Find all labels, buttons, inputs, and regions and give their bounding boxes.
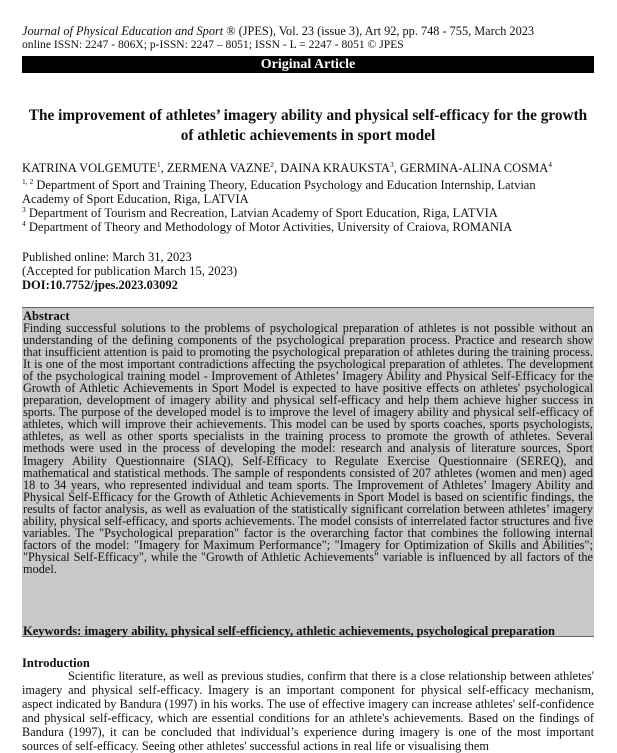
author-superscript: 2 <box>270 160 274 169</box>
author-name: KATRINA VOLGEMUTE <box>22 161 157 175</box>
affiliation-superscript: 3 <box>22 205 26 214</box>
affiliation-3 <box>22 220 512 234</box>
affiliation-text: Department of Tourism and Recreation, Latvian Academy of Sport Education, Riga, LATVIA <box>25 206 498 220</box>
affiliation-superscript: 1, 2 <box>22 177 34 186</box>
abstract-text: Finding successful solutions to the problems of psychological preparation of athletes is not possible without an understanding of the defining components of the psychological preparation process. Practice and research show that insufficient attention is paid to promoting the psychological preparation of athletes during the training process. It is one of the most important contradictions affecting the psychological preparation of athletes. The development of the psychological training model - Improvement of Athletes’ Imagery Ability and Physical Self-Efficacy for the Growth of Athletic Achievements in Sport Model is expected to have positive effects on athletes' psychological preparation, development of imagery ability and physical self-efficacy and help them achieve higher success in sports. The purpose of the developed model is to improve the level of imagery ability and physical self-efficacy of athletes, which will improve their achievements. This model can be used by sports coaches, sports psychologists, athletes, as well as other sports specialists in the training process to promote the growth of athletes. Several methods were used in the process of developing the model: research and analysis of literature sources, Sport Imagery Ability Questionnaire (SIAQ), Self-Efficacy to Regulate Exercise Questionnaire (SEREQ), and mathematical and statistical methods. The sample of respondents consisted of 207 athletes (women and men) aged 18 to 34 years, who represented individual and team sports. The Improvement of Athletes’ Imagery Ability and Physical Self-Efficacy for the Growth of Athletic Achievements in Sport Model is based on scientific findings, the results of factor analysis, as well as evaluation of the statistically significant correlation between athletes’ imagery ability, physical self-efficacy, and sports achievements. The model consists of interrelated factor structures and five variables. The "Psychological preparation" factor is the overarching factor that combines the following internal factors of the model: "Imagery for Maximum Performance"; "Imagery for Optimization of Skills and Abilities"; "Physical Self-Efficacy", while the "Growth of Athletic Achievements" variable is influenced by all factors of the model. <box>23 321 593 576</box>
article-type-banner: Original Article <box>22 56 594 73</box>
article-title: The improvement of athletes’ imagery ability and physical self-efficacy for the growth of athletic achievements in sport model <box>28 107 588 144</box>
author-superscript: 1 <box>156 160 161 169</box>
affiliation-1-line2: Academy of Sport Education, Riga, LATVIA <box>22 192 249 206</box>
journal-meta: ® (JPES), Vol. 23 (issue 3), Art 92, pp. 748 - 755, March 2023 <box>223 24 535 38</box>
accepted-date: (Accepted for publication March 15, 2023) <box>22 264 238 278</box>
affiliation-text: Department of Theory and Methodology of Motor Activities, University of Craiova, ROMANIA <box>25 220 513 234</box>
introduction-text: Scientific literature, as well as previous studies, confirm that there is a close relationship between athletes' imagery and physical self-efficacy. Imagery is an important component for physical self-efficacy mechanism, aspect indicated by Bandura (1997) in his works. The use of effective imagery can increase athletes' self-confidence and physical self-efficacy, which are essential conditions for an athlete's achievements. Based on the findings of Bandura (1997), it can be concluded that individual’s experience during imagery is one of the most important sources of self-efficacy. Seeing other athletes' successful actions in real life or visualising them <box>22 669 594 753</box>
author-superscript: 4 <box>548 160 553 169</box>
keywords: Keywords: imagery ability, physical self-efficiency, athletic achievements, psychological preparation <box>23 624 555 638</box>
affiliation-superscript: 4 <box>22 219 26 228</box>
journal-citation <box>22 24 534 38</box>
doi: DOI:10.7752/jpes.2023.03092 <box>22 278 178 292</box>
affiliation-2 <box>22 206 498 220</box>
author-list: KATRINA VOLGEMUTE$^1$, ZERMENA VAZNE$^2$, DAINA KRAUKSTA$^3$, GERMINA-ALINA COSMA$^4$ <box>22 160 553 175</box>
author-name: ZERMENA VAZNE <box>166 161 271 175</box>
author-name: GERMINA-ALINA COSMA <box>399 161 549 175</box>
affiliation-1-line1 <box>22 178 536 192</box>
introduction-heading: Introduction <box>22 656 90 670</box>
published-date: Published online: March 31, 2023 <box>22 250 192 264</box>
abstract-box <box>22 307 594 637</box>
author-name: DAINA KRAUKSTA <box>280 161 390 175</box>
abstract-heading: Abstract <box>23 309 70 323</box>
affiliation-text: Department of Sport and Training Theory, Education Psychology and Education Internship, Latvian <box>33 178 536 192</box>
issn-line: online ISSN: 2247 - 806X; p-ISSN: 2247 – 8051; ISSN - L = 2247 - 8051 © JPES <box>22 38 404 51</box>
author-superscript: 3 <box>389 160 394 169</box>
journal-name: Journal of Physical Education and Sport <box>22 24 224 38</box>
